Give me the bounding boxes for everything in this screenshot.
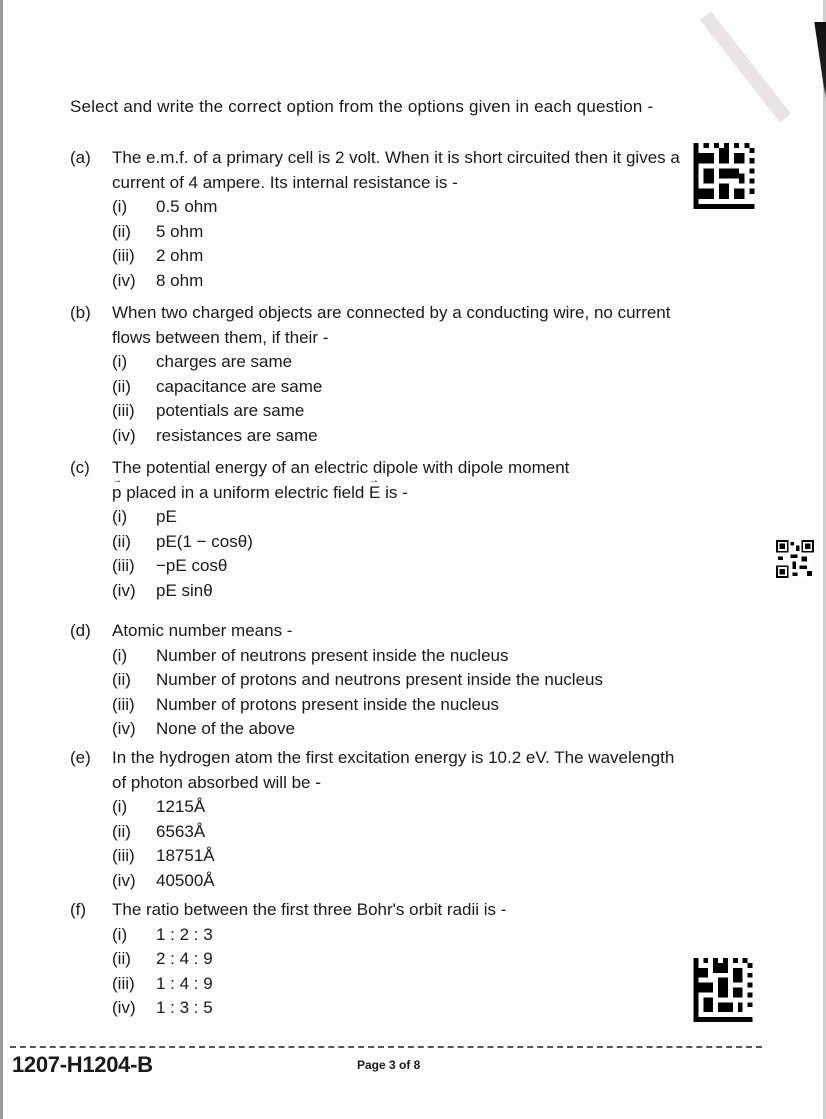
option: (i) Number of neutrons present inside the nucleus: [112, 645, 509, 665]
option: (i) 1 : 2 : 3: [112, 924, 213, 944]
question-f: [70, 898, 680, 1021]
option: (ii) capacitance are same: [112, 376, 323, 396]
option: (iii) 1 : 4 : 9: [112, 973, 213, 993]
question-text: In the hydrogen atom the first excitation energy is 10.2 eV. The wavelength of photon absorbed will be -: [112, 748, 675, 792]
option: (iv) 8 ohm: [112, 270, 204, 290]
question-label: (a): [70, 148, 91, 167]
page-indicator: Page 3 of 8: [357, 1058, 421, 1072]
question-text: The ratio between the first three Bohr's orbit radii is -: [112, 900, 507, 919]
question-text: When two charged objects are connected by a conducting wire, no current flows between them, if their -: [112, 303, 671, 347]
datamatrix-icon: [693, 143, 755, 209]
qr-code-icon: [776, 540, 814, 578]
scan-streak: [700, 11, 791, 122]
option: (ii) Number of protons and neutrons present inside the nucleus: [112, 670, 603, 689]
question-label: (e): [70, 748, 91, 767]
option: (iv) 40500Å: [112, 870, 215, 890]
question-text: The potential energy of an electric dipole with dipole moment → p placed in a uniform electric field → E is -: [112, 456, 680, 505]
question-text: Atomic number means -: [112, 621, 293, 640]
option: (iii) 2 ohm: [112, 246, 204, 265]
option: (iii) potentials are same: [112, 401, 305, 420]
option: (iv) 1 : 3 : 5: [112, 998, 213, 1017]
question-b: [70, 301, 680, 448]
option: (i) charges are same: [112, 352, 293, 371]
question-d: [70, 619, 690, 742]
question-label: (d): [70, 621, 91, 640]
footer-divider: [10, 1046, 762, 1048]
question-text: The e.m.f. of a primary cell is 2 volt. When it is short circuited then it gives a current of 4 ampere. Its internal resistance is -: [112, 148, 680, 192]
option: (iii) −pE cosθ: [112, 556, 228, 575]
question-e: [70, 746, 680, 893]
paper-code: 1207-H1204-B: [12, 1052, 153, 1077]
option: (iii) 18751Å: [112, 846, 215, 865]
question-label: (c): [70, 458, 90, 477]
option: (iv) resistances are same: [112, 425, 318, 445]
option: (ii) 5 ohm: [112, 221, 204, 241]
vector-p: → p: [112, 481, 121, 506]
option: (ii) 2 : 4 : 9: [112, 949, 213, 968]
datamatrix-icon: [692, 958, 754, 1022]
question-label: (b): [70, 303, 91, 322]
option: (i) pE: [112, 507, 177, 526]
option: (ii) pE(1 − cosθ): [112, 531, 253, 551]
option: (ii) 6563Å: [112, 821, 206, 841]
vector-e: → E: [369, 481, 380, 506]
instruction-text: Select and write the correct option from the options given in each question -: [70, 97, 654, 116]
option: (iv) pE sinθ: [112, 580, 213, 600]
question-c: [70, 456, 680, 603]
option: (i) 1215Å: [112, 797, 206, 816]
scan-left-edge: [0, 0, 3, 1119]
question-label: (f): [70, 900, 87, 919]
question-a: [70, 146, 680, 293]
option: (iii) Number of protons present inside the nucleus: [112, 694, 500, 714]
option: (i) 0.5 ohm: [112, 197, 218, 216]
option: (iv) None of the above: [112, 719, 295, 738]
